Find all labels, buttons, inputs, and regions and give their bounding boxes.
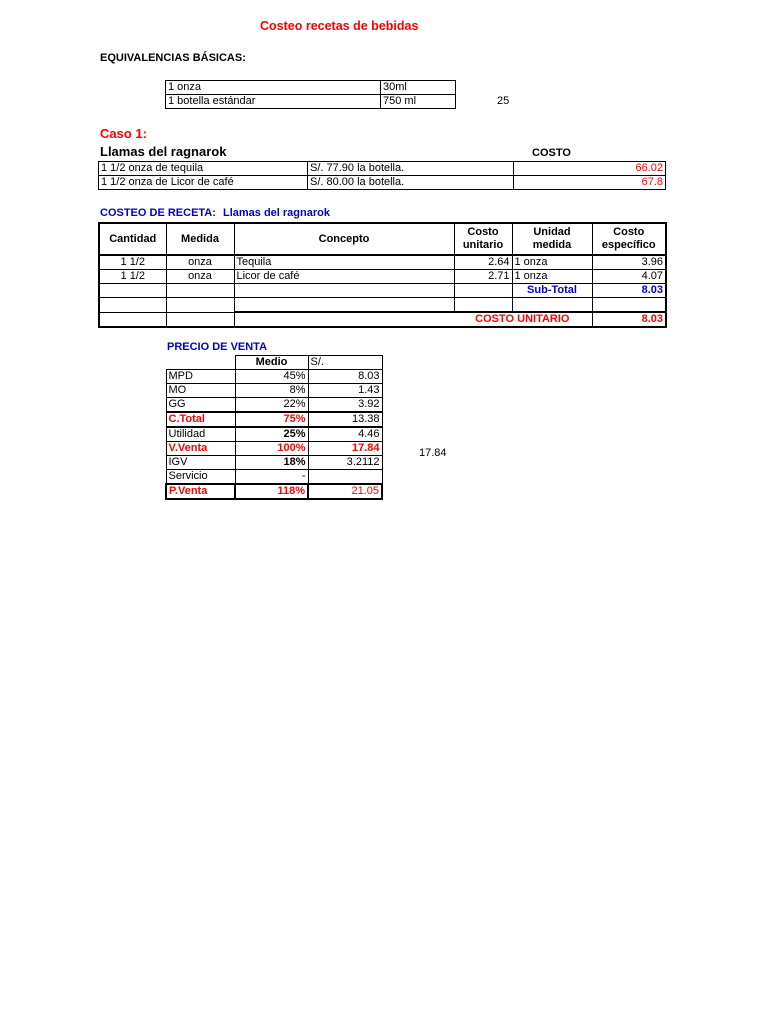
cost-value: 67.8 — [514, 176, 666, 190]
percent: 100% — [235, 442, 308, 456]
table-row — [99, 312, 666, 327]
percent: 25% — [235, 427, 308, 442]
table-row — [166, 456, 382, 470]
unidad-medida: 1 onza — [512, 270, 592, 284]
equiv-value: 750 ml — [381, 95, 456, 109]
equiv-value: 30ml — [381, 81, 456, 95]
col-header: Costo específico — [592, 223, 666, 255]
col-header: Medio — [235, 356, 308, 370]
cantidad: 1 1/2 — [99, 270, 166, 284]
table-header-row — [99, 223, 666, 255]
row-label: Utilidad — [166, 427, 235, 442]
costo-unitario-value: 8.03 — [592, 312, 666, 327]
percent: 75% — [235, 412, 308, 427]
subtotal-value: 8.03 — [592, 284, 666, 298]
amount: 3.92 — [308, 398, 382, 413]
percent: 45% — [235, 370, 308, 384]
costo-especifico: 3.96 — [592, 255, 666, 270]
table-row — [99, 176, 666, 190]
costo-unitario-label: COSTO UNITARIO — [234, 312, 592, 327]
col-header: Medida — [166, 223, 234, 255]
costeo-table — [98, 222, 667, 328]
amount: 4.46 — [308, 427, 382, 442]
costeo-heading-prefix: COSTEO DE RECETA: — [100, 207, 216, 219]
percent: 118% — [235, 484, 308, 499]
equivalencias-heading: EQUIVALENCIAS BÁSICAS: — [100, 52, 246, 64]
costo-header: COSTO — [532, 147, 571, 159]
row-label: V.Venta — [166, 442, 235, 456]
amount: 8.03 — [308, 370, 382, 384]
costo-unitario: 2.71 — [454, 270, 512, 284]
equivalencias-table — [165, 80, 456, 109]
percent: 22% — [235, 398, 308, 413]
medida: onza — [166, 270, 234, 284]
equiv-unit: 1 onza — [166, 81, 381, 95]
table-row — [166, 384, 382, 398]
table-row — [166, 370, 382, 384]
col-header: Costo unitario — [454, 223, 512, 255]
table-row — [166, 95, 456, 109]
medida: onza — [166, 255, 234, 270]
table-row — [166, 412, 382, 427]
row-label: GG — [166, 398, 235, 413]
cost-value: 66.02 — [514, 162, 666, 176]
amount: 13.38 — [308, 412, 382, 427]
row-label: MO — [166, 384, 235, 398]
subtotal-label: Sub-Total — [512, 284, 592, 298]
amount: 1.43 — [308, 384, 382, 398]
table-row — [99, 162, 666, 176]
caso-table — [98, 161, 666, 190]
caso-name: Llamas del ragnarok — [100, 144, 227, 159]
table-row — [99, 298, 666, 313]
concepto: Tequila — [234, 255, 454, 270]
caso-label: Caso 1: — [100, 126, 147, 141]
cantidad: 1 1/2 — [99, 255, 166, 270]
ingredient: 1 1/2 onza de Licor de café — [99, 176, 308, 190]
table-row — [166, 442, 382, 456]
costeo-heading-name: Llamas del ragnarok — [222, 207, 330, 219]
row-label: IGV — [166, 456, 235, 470]
concepto: Licor de café — [234, 270, 454, 284]
precio-heading: PRECIO DE VENTA — [167, 341, 268, 353]
col-header: Unidad medida — [512, 223, 592, 255]
row-label: MPD — [166, 370, 235, 384]
precio-table — [165, 355, 383, 500]
precio-side-value: 17.84 — [419, 447, 447, 459]
table-row — [166, 427, 382, 442]
costeo-heading — [100, 207, 330, 219]
col-header: Concepto — [234, 223, 454, 255]
amount — [308, 470, 382, 485]
amount: 21.05 — [308, 484, 382, 499]
row-label: Servicio — [166, 470, 235, 485]
equiv-unit: 1 botella estándar — [166, 95, 381, 109]
table-row — [166, 484, 382, 499]
costo-unitario: 2.64 — [454, 255, 512, 270]
col-header: Cantidad — [99, 223, 166, 255]
row-label: P.Venta — [166, 484, 235, 499]
bottle-price: S/. 80.00 la botella. — [308, 176, 514, 190]
table-row — [166, 470, 382, 485]
costo-especifico: 4.07 — [592, 270, 666, 284]
percent: 18% — [235, 456, 308, 470]
amount: 17.84 — [308, 442, 382, 456]
col-header: S/. — [308, 356, 382, 370]
bottle-price: S/. 77.90 la botella. — [308, 162, 514, 176]
amount: 3.2112 — [308, 456, 382, 470]
table-header-row — [166, 356, 382, 370]
page-title: Costeo recetas de bebidas — [260, 19, 419, 33]
table-row — [99, 270, 666, 284]
equivalencias-side-value: 25 — [497, 95, 510, 107]
table-row — [99, 284, 666, 298]
unidad-medida: 1 onza — [512, 255, 592, 270]
percent: 8% — [235, 384, 308, 398]
percent: - — [235, 470, 308, 485]
table-row — [166, 81, 456, 95]
table-row — [99, 255, 666, 270]
table-row — [166, 398, 382, 413]
ingredient: 1 1/2 onza de tequila — [99, 162, 308, 176]
row-label: C.Total — [166, 412, 235, 427]
